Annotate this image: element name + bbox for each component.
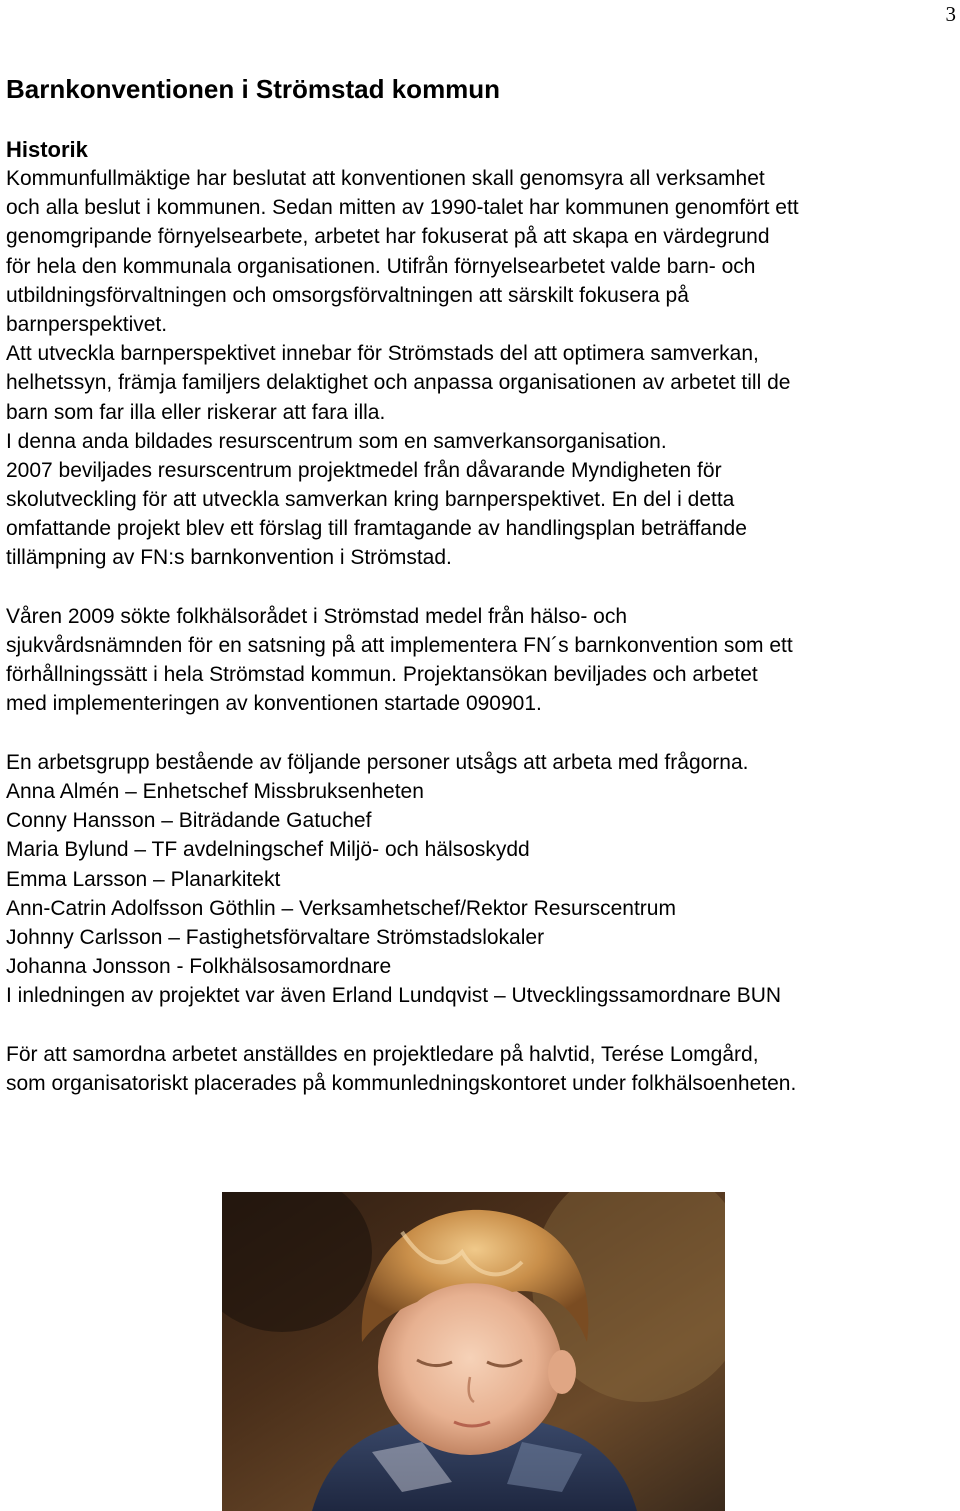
text-line: 2007 beviljades resurscentrum projektmedel från dåvarande Myndigheten för [6, 458, 722, 482]
text-line: I denna anda bildades resurscentrum som en samverkansorganisation. [6, 429, 667, 453]
text-line: tillämpning av FN:s barnkonvention i Strömstad. [6, 546, 452, 570]
team-member-line: Emma Larsson – Planarkitekt [6, 867, 281, 891]
text-line: och alla beslut i kommunen. Sedan mitten av 1990-talet har kommunen genomfört ett [6, 196, 799, 220]
text-line: för hela den kommunala organisationen. Utifrån förnyelsearbetet valde barn- och [6, 254, 756, 278]
text-line: barn som far illa eller riskerar att fara illa. [6, 400, 386, 424]
team-member-line: Conny Hansson – Biträdande Gatuchef [6, 809, 372, 833]
text-line: med implementeringen av konventionen startade 090901. [6, 692, 542, 716]
text-line: sjukvårdsnämnden för en satsning på att implementera FN´s barnkonvention som ett [6, 634, 793, 657]
team-member-line: Johanna Jonsson - Folkhälsosamordnare [6, 955, 392, 979]
text-line: För att samordna arbetet anställdes en projektledare på halvtid, Terése Lomgård, [6, 1042, 759, 1066]
text-line: genomgripande förnyelsearbete, arbetet har fokuserat på att skapa en värdegrund [6, 225, 770, 249]
text-line: Våren 2009 sökte folkhälsorådet i Strömstad medel från hälso- och [6, 604, 628, 628]
page-number: 3 [945, 2, 956, 26]
text-line: I inledningen av projektet var även Erland Lundqvist – Utvecklingssamordnare BUN [6, 984, 782, 1008]
text-line: Att utveckla barnperspektivet innebar för Strömstads del att optimera samverkan, [6, 342, 759, 366]
text-line: utbildningsförvaltningen och omsorgsförvaltningen att särskilt fokusera på [6, 283, 689, 307]
team-member-line: Maria Bylund – TF avdelningschef Miljö- och hälsoskydd [6, 838, 530, 862]
text-line: förhållningssätt i hela Strömstad kommun. Projektansökan beviljades och arbetet [6, 663, 758, 687]
child-photo [222, 1192, 725, 1511]
document-title: Barnkonventionen i Strömstad kommun [6, 74, 501, 104]
text-line: som organisatoriskt placerades på kommunledningskontoret under folkhälsoenheten. [6, 1071, 797, 1095]
section-heading: Historik [6, 137, 88, 162]
text-line: helhetssyn, främja familjers delaktighet och anpassa organisationen av arbetet till de [6, 371, 791, 395]
text-line: barnperspektivet. [6, 312, 168, 336]
text-line: Kommunfullmäktige har beslutat att konventionen skall genomsyra all verksamhet [6, 167, 765, 190]
team-member-line: Anna Almén – Enhetschef Missbruksenheten [6, 779, 424, 803]
paragraph-gap [6, 719, 958, 748]
paragraph-gap [6, 1010, 958, 1039]
team-member-line: Johnny Carlsson – Fastighetsförvaltare Strömstadslokaler [6, 925, 545, 949]
text-line: skolutveckling för att utveckla samverkan kring barnperspektivet. En del i detta [6, 488, 735, 512]
text-line: omfattande projekt blev ett förslag till framtagande av handlingsplan beträffande [6, 517, 747, 541]
body-text [6, 164, 958, 1098]
team-member-line: Ann-Catrin Adolfsson Göthlin – Verksamhetschef/Rektor Resurscentrum [6, 896, 676, 920]
paragraph-gap [6, 573, 958, 602]
text-line: En arbetsgrupp bestående av följande personer utsågs att arbeta med frågorna. [6, 750, 749, 774]
